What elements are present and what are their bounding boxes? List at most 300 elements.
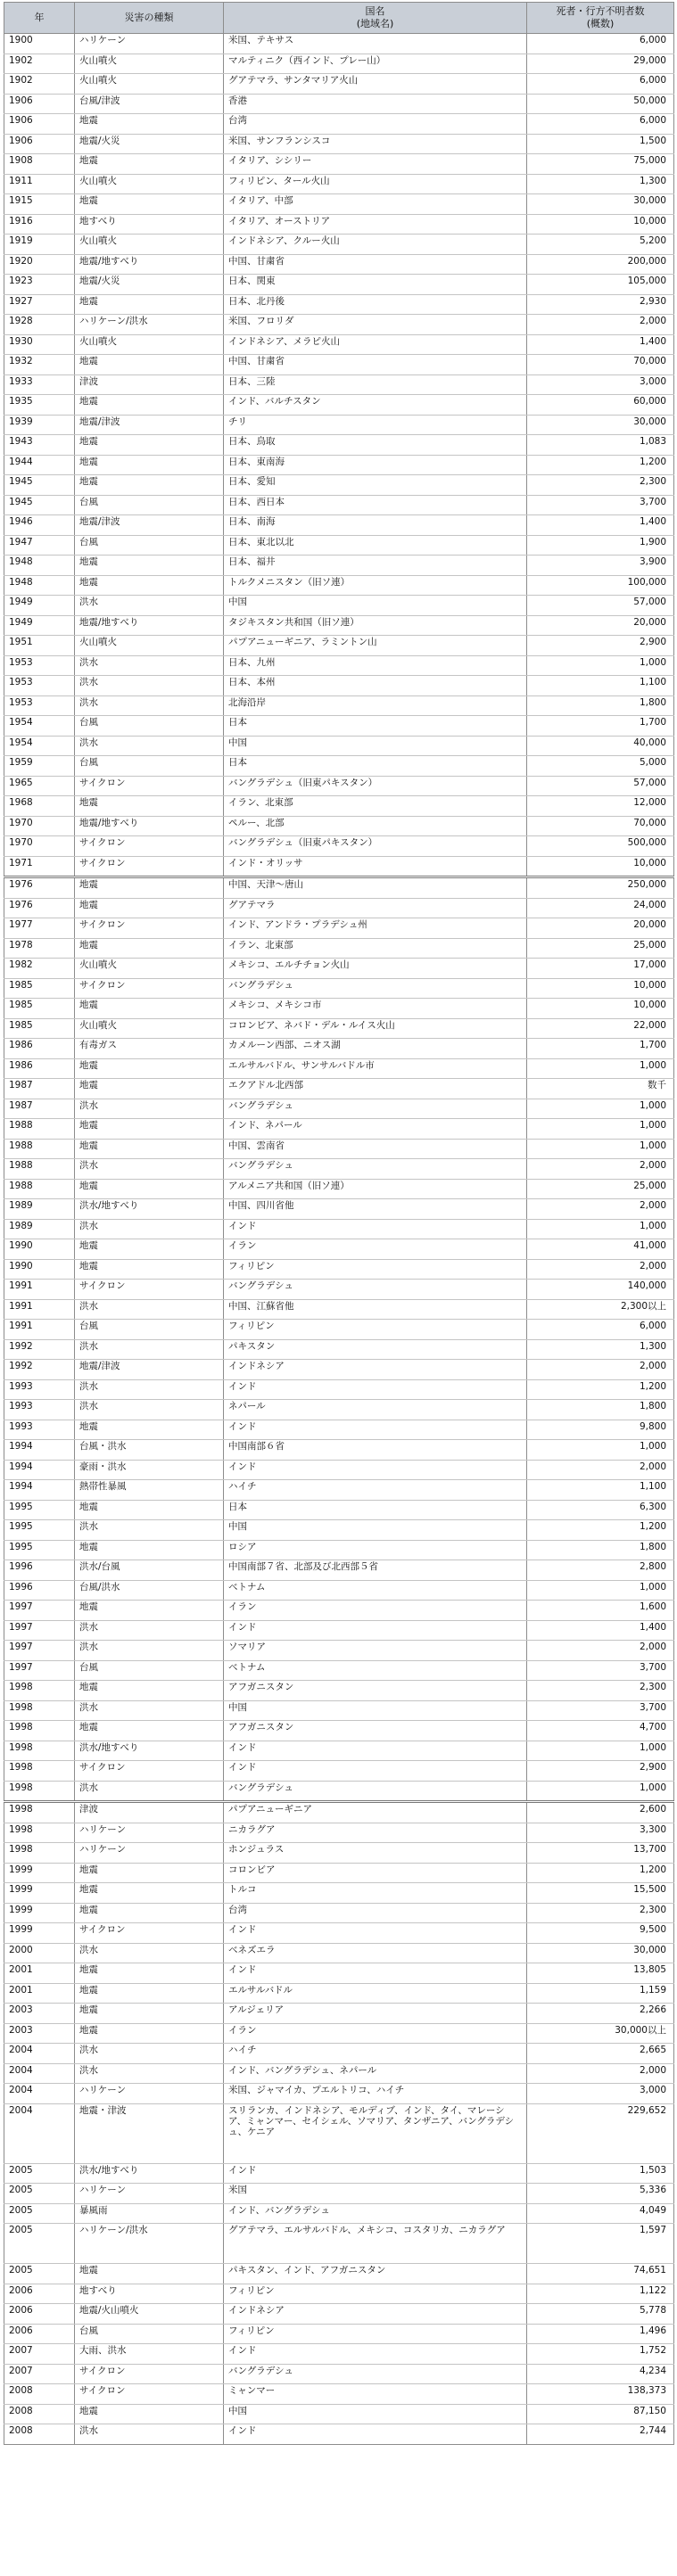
deaths-cell: 70,000 xyxy=(527,816,674,836)
table-row xyxy=(4,1963,674,1984)
table-row xyxy=(4,2224,674,2264)
country-cell: アルメニア共和国（旧ソ連） xyxy=(224,1179,527,1199)
disaster-type-cell: ハリケーン xyxy=(75,2184,224,2204)
disaster-type-cell: 洪水/地すべり xyxy=(75,1741,224,1761)
year-cell: 1919 xyxy=(4,235,75,255)
disaster-type-cell: 地震 xyxy=(75,1963,224,1984)
table-row xyxy=(4,315,674,335)
table-row xyxy=(4,716,674,737)
disaster-type-cell: 地震 xyxy=(75,1863,224,1883)
disaster-type-cell: 台風 xyxy=(75,495,224,515)
country-cell: バングラデシュ xyxy=(224,1280,527,1300)
table-row xyxy=(4,2404,674,2424)
country-cell: パキスタン、インド、アフガニスタン xyxy=(224,2264,527,2284)
country-cell: パプアニューギニア、ラミントン山 xyxy=(224,636,527,656)
year-cell: 1933 xyxy=(4,374,75,395)
deaths-cell: 500,000 xyxy=(527,836,674,857)
table-row xyxy=(4,1079,674,1099)
deaths-cell: 22,000 xyxy=(527,1018,674,1039)
table-row xyxy=(4,2063,674,2084)
year-cell: 2006 xyxy=(4,2324,75,2344)
header-country xyxy=(224,3,527,34)
table-row xyxy=(4,334,674,355)
year-cell: 1992 xyxy=(4,1339,75,1360)
table-row xyxy=(4,1943,674,1963)
deaths-cell: 2,744 xyxy=(527,2424,674,2445)
country-cell: 中国南部７省、北部及び北西部５省 xyxy=(224,1560,527,1581)
table-row xyxy=(4,2384,674,2405)
deaths-cell: 30,000 xyxy=(527,1943,674,1963)
table-row xyxy=(4,1239,674,1260)
disaster-type-cell: 地震 xyxy=(75,1420,224,1440)
deaths-cell: 6,000 xyxy=(527,1320,674,1340)
disaster-type-cell: 地震/津波 xyxy=(75,415,224,435)
deaths-cell: 250,000 xyxy=(527,877,674,899)
year-cell: 1902 xyxy=(4,53,75,74)
year-cell: 1916 xyxy=(4,214,75,235)
country-cell: インド xyxy=(224,1420,527,1440)
deaths-cell: 74,651 xyxy=(527,2264,674,2284)
disaster-type-cell: ハリケーン xyxy=(75,1823,224,1843)
deaths-cell: 1,000 xyxy=(527,655,674,676)
deaths-cell: 1,200 xyxy=(527,1863,674,1883)
disaster-type-cell: 地震 xyxy=(75,796,224,817)
country-cell: 中国、雲南省 xyxy=(224,1139,527,1159)
year-cell: 1906 xyxy=(4,114,75,135)
table-row xyxy=(4,34,674,54)
country-cell: アフガニスタン xyxy=(224,1721,527,1741)
year-cell: 1995 xyxy=(4,1500,75,1520)
disaster-type-cell: 地震 xyxy=(75,475,224,496)
disaster-type-cell: 洪水 xyxy=(75,1159,224,1180)
deaths-cell: 2,300 xyxy=(527,1903,674,1923)
deaths-cell: 2,600 xyxy=(527,1802,674,1823)
country-cell: パキスタン xyxy=(224,1339,527,1360)
year-cell: 2003 xyxy=(4,2023,75,2044)
deaths-cell: 4,700 xyxy=(527,1721,674,1741)
country-cell: バングラデシュ xyxy=(224,2364,527,2384)
deaths-cell: 105,000 xyxy=(527,275,674,295)
year-cell: 1928 xyxy=(4,315,75,335)
country-cell: エルサルバドル xyxy=(224,1983,527,2004)
deaths-cell: 1,200 xyxy=(527,455,674,475)
year-cell: 2001 xyxy=(4,1983,75,2004)
deaths-cell: 5,336 xyxy=(527,2184,674,2204)
year-cell: 1985 xyxy=(4,1018,75,1039)
disaster-type-cell: ハリケーン/洪水 xyxy=(75,315,224,335)
deaths-cell: 57,000 xyxy=(527,776,674,796)
table-row xyxy=(4,1400,674,1420)
table-row xyxy=(4,596,674,616)
deaths-cell: 6,000 xyxy=(527,74,674,95)
country-cell: 日本、東北以北 xyxy=(224,535,527,556)
disaster-type-cell: サイクロン xyxy=(75,978,224,999)
deaths-cell: 3,000 xyxy=(527,2084,674,2104)
country-cell: バングラデシュ xyxy=(224,1099,527,1119)
year-cell: 1939 xyxy=(4,415,75,435)
year-cell: 1989 xyxy=(4,1219,75,1239)
country-cell: フィリピン xyxy=(224,1320,527,1340)
header-year xyxy=(4,3,75,34)
country-cell: 日本、東南海 xyxy=(224,455,527,475)
year-cell: 2006 xyxy=(4,2304,75,2325)
table-row xyxy=(4,2304,674,2325)
year-cell: 1954 xyxy=(4,716,75,737)
table-header-row xyxy=(4,3,674,34)
deaths-cell: 3,900 xyxy=(527,556,674,576)
year-cell: 1993 xyxy=(4,1400,75,1420)
disaster-type-cell: 台風/津波 xyxy=(75,94,224,114)
table-row xyxy=(4,1903,674,1923)
deaths-cell: 2,900 xyxy=(527,636,674,656)
deaths-cell: 10,000 xyxy=(527,856,674,877)
table-row xyxy=(4,1540,674,1560)
deaths-cell: 1,083 xyxy=(527,435,674,456)
table-row xyxy=(4,1641,674,1661)
disaster-type-cell: 地震 xyxy=(75,294,224,315)
year-cell: 1954 xyxy=(4,736,75,756)
year-cell: 1998 xyxy=(4,1761,75,1782)
deaths-cell: 2,300以上 xyxy=(527,1299,674,1320)
country-cell: カメルーン西部、ニオス湖 xyxy=(224,1039,527,1059)
deaths-cell: 10,000 xyxy=(527,214,674,235)
country-cell: イラン、北東部 xyxy=(224,796,527,817)
year-cell: 1992 xyxy=(4,1360,75,1380)
table-row xyxy=(4,374,674,395)
disaster-type-cell: 洪水 xyxy=(75,1219,224,1239)
disaster-type-cell: 地すべり xyxy=(75,2284,224,2304)
disaster-type-cell: サイクロン xyxy=(75,836,224,857)
disaster-type-cell: 洪水 xyxy=(75,1299,224,1320)
year-cell: 1945 xyxy=(4,495,75,515)
year-cell: 1988 xyxy=(4,1139,75,1159)
table-row xyxy=(4,2184,674,2204)
year-cell: 1915 xyxy=(4,194,75,215)
year-cell: 1998 xyxy=(4,1802,75,1823)
table-row xyxy=(4,435,674,456)
country-cell: ハイチ xyxy=(224,1480,527,1501)
disaster-type-cell: 洪水 xyxy=(75,1943,224,1963)
table-row xyxy=(4,1280,674,1300)
country-cell: 日本、愛知 xyxy=(224,475,527,496)
disaster-type-cell: 台風 xyxy=(75,1320,224,1340)
disaster-type-cell: 洪水 xyxy=(75,676,224,696)
deaths-cell: 3,700 xyxy=(527,495,674,515)
deaths-cell: 2,300 xyxy=(527,1681,674,1701)
year-cell: 2004 xyxy=(4,2103,75,2163)
country-cell: 中国 xyxy=(224,1700,527,1721)
year-cell: 1946 xyxy=(4,515,75,536)
table-row xyxy=(4,999,674,1019)
year-cell: 1977 xyxy=(4,918,75,939)
deaths-cell: 1,000 xyxy=(527,1058,674,1079)
country-cell: 台湾 xyxy=(224,114,527,135)
disaster-type-cell: 台風・洪水 xyxy=(75,1440,224,1461)
disaster-type-cell: 地震 xyxy=(75,2023,224,2044)
deaths-cell: 6,300 xyxy=(527,1500,674,1520)
table-row xyxy=(4,1560,674,1581)
deaths-cell: 10,000 xyxy=(527,999,674,1019)
table-row xyxy=(4,796,674,817)
deaths-cell: 2,000 xyxy=(527,1460,674,1480)
country-cell: インド、ネパール xyxy=(224,1119,527,1140)
disaster-type-cell: 地震 xyxy=(75,114,224,135)
table-row xyxy=(4,1199,674,1220)
country-cell: ベトナム xyxy=(224,1660,527,1681)
table-row xyxy=(4,294,674,315)
year-cell: 1991 xyxy=(4,1280,75,1300)
country-cell: インド xyxy=(224,1620,527,1641)
table-row xyxy=(4,174,674,194)
country-cell: 日本 xyxy=(224,1500,527,1520)
year-cell: 1989 xyxy=(4,1199,75,1220)
disaster-type-cell: 地震 xyxy=(75,1500,224,1520)
header-country-label: 国名 xyxy=(365,5,385,17)
table-row xyxy=(4,655,674,676)
disaster-type-cell: 洪水 xyxy=(75,1099,224,1119)
year-cell: 1998 xyxy=(4,1681,75,1701)
year-cell: 1993 xyxy=(4,1420,75,1440)
disaster-type-cell: 地震 xyxy=(75,1540,224,1560)
deaths-cell: 1,200 xyxy=(527,1379,674,1400)
deaths-cell: 1,000 xyxy=(527,1580,674,1601)
deaths-cell: 30,000以上 xyxy=(527,2023,674,2044)
year-cell: 2001 xyxy=(4,1963,75,1984)
year-cell: 1997 xyxy=(4,1601,75,1621)
table-row xyxy=(4,918,674,939)
year-cell: 1998 xyxy=(4,1741,75,1761)
country-cell: アフガニスタン xyxy=(224,1681,527,1701)
table-row xyxy=(4,1983,674,2004)
deaths-cell: 12,000 xyxy=(527,796,674,817)
disaster-type-cell: 地震 xyxy=(75,1079,224,1099)
table-row xyxy=(4,1620,674,1641)
disaster-type-cell: 台風 xyxy=(75,756,224,777)
deaths-cell: 2,000 xyxy=(527,315,674,335)
table-row xyxy=(4,2103,674,2163)
disaster-type-cell: サイクロン xyxy=(75,856,224,877)
country-cell: マルティニク（西インド、プレー山） xyxy=(224,53,527,74)
table-row xyxy=(4,816,674,836)
deaths-cell: 1,000 xyxy=(527,1781,674,1802)
country-cell: フィリピン xyxy=(224,1259,527,1280)
country-cell: バングラデシュ xyxy=(224,978,527,999)
country-cell: 日本 xyxy=(224,716,527,737)
table-row xyxy=(4,1139,674,1159)
year-cell: 1993 xyxy=(4,1379,75,1400)
year-cell: 2008 xyxy=(4,2424,75,2445)
deaths-cell: 1,600 xyxy=(527,1601,674,1621)
year-cell: 2000 xyxy=(4,1943,75,1963)
table-row xyxy=(4,615,674,636)
deaths-cell: 1,000 xyxy=(527,1219,674,1239)
table-row xyxy=(4,2424,674,2445)
table-body xyxy=(4,34,674,2445)
deaths-cell: 41,000 xyxy=(527,1239,674,1260)
disaster-type-cell: 地震 xyxy=(75,1239,224,1260)
deaths-cell: 1,400 xyxy=(527,1620,674,1641)
country-cell: インド xyxy=(224,1741,527,1761)
deaths-cell: 2,000 xyxy=(527,1360,674,1380)
disaster-type-cell: サイクロン xyxy=(75,776,224,796)
year-cell: 1968 xyxy=(4,796,75,817)
disaster-type-cell: 火山噴火 xyxy=(75,959,224,979)
disaster-type-cell: ハリケーン/洪水 xyxy=(75,2224,224,2264)
disaster-type-cell: 地震 xyxy=(75,435,224,456)
deaths-cell: 9,800 xyxy=(527,1420,674,1440)
year-cell: 1997 xyxy=(4,1660,75,1681)
table-row xyxy=(4,214,674,235)
year-cell: 1908 xyxy=(4,154,75,175)
disaster-type-cell: 地震・津波 xyxy=(75,2103,224,2163)
country-cell: 中国 xyxy=(224,736,527,756)
disaster-type-cell: サイクロン xyxy=(75,918,224,939)
country-cell: イラン xyxy=(224,2023,527,2044)
table-row xyxy=(4,74,674,95)
country-cell: インド xyxy=(224,1761,527,1782)
country-cell: イタリア、シシリー xyxy=(224,154,527,175)
table-row xyxy=(4,275,674,295)
deaths-cell: 50,000 xyxy=(527,94,674,114)
year-cell: 1911 xyxy=(4,174,75,194)
deaths-cell: 57,000 xyxy=(527,596,674,616)
year-cell: 1987 xyxy=(4,1099,75,1119)
disaster-type-cell: 地震/火災 xyxy=(75,134,224,154)
deaths-cell: 10,000 xyxy=(527,978,674,999)
country-cell: グアテマラ、エルサルバドル、メキシコ、コスタリカ、ニカラグア xyxy=(224,2224,527,2264)
table-row xyxy=(4,1923,674,1944)
year-cell: 1999 xyxy=(4,1863,75,1883)
deaths-cell: 1,000 xyxy=(527,1440,674,1461)
country-cell: インド、バルチスタン xyxy=(224,395,527,416)
country-cell: メキシコ、メキシコ市 xyxy=(224,999,527,1019)
table-row xyxy=(4,1259,674,1280)
disaster-type-cell: 地震/津波 xyxy=(75,515,224,536)
disaster-type-cell: 地震 xyxy=(75,194,224,215)
table-row xyxy=(4,154,674,175)
country-cell: トルコ xyxy=(224,1883,527,1904)
disaster-type-cell: 地震/火災 xyxy=(75,275,224,295)
disaster-type-cell: 洪水 xyxy=(75,1400,224,1420)
table-row xyxy=(4,1500,674,1520)
table-row xyxy=(4,2344,674,2365)
table-row xyxy=(4,2084,674,2104)
table-row xyxy=(4,1159,674,1180)
table-row xyxy=(4,1039,674,1059)
disaster-type-cell: 台風 xyxy=(75,1660,224,1681)
deaths-cell: 2,000 xyxy=(527,1199,674,1220)
deaths-cell: 4,234 xyxy=(527,2364,674,2384)
country-cell: イラン xyxy=(224,1601,527,1621)
disaster-type-cell: 地震 xyxy=(75,1601,224,1621)
country-cell: 香港 xyxy=(224,94,527,114)
table-row xyxy=(4,1480,674,1501)
year-cell: 1949 xyxy=(4,596,75,616)
table-row xyxy=(4,1700,674,1721)
year-cell: 1978 xyxy=(4,938,75,959)
table-row xyxy=(4,1580,674,1601)
year-cell: 1943 xyxy=(4,435,75,456)
table-row xyxy=(4,2023,674,2044)
country-cell: インド、バングラデシュ xyxy=(224,2203,527,2224)
deaths-cell: 24,000 xyxy=(527,898,674,918)
table-row xyxy=(4,1460,674,1480)
deaths-cell: 13,700 xyxy=(527,1843,674,1864)
disaster-type-cell: 地震/地すべり xyxy=(75,615,224,636)
deaths-cell: 20,000 xyxy=(527,615,674,636)
disaster-type-cell: 洪水 xyxy=(75,1339,224,1360)
header-deaths-sublabel: (概数) xyxy=(586,18,615,29)
table-row xyxy=(4,938,674,959)
disaster-type-cell: 地震 xyxy=(75,2004,224,2024)
disaster-type-cell: 洪水/地すべり xyxy=(75,2163,224,2184)
deaths-cell: 2,930 xyxy=(527,294,674,315)
disaster-type-cell: 地震 xyxy=(75,898,224,918)
table-row xyxy=(4,355,674,375)
country-cell: 中国、天津～唐山 xyxy=(224,877,527,899)
disaster-type-cell: ハリケーン xyxy=(75,34,224,54)
year-cell: 2005 xyxy=(4,2163,75,2184)
deaths-cell: 1,800 xyxy=(527,1540,674,1560)
deaths-cell: 1,300 xyxy=(527,174,674,194)
year-cell: 1959 xyxy=(4,756,75,777)
deaths-cell: 40,000 xyxy=(527,736,674,756)
header-type-label: 災害の種類 xyxy=(124,12,174,23)
year-cell: 1947 xyxy=(4,535,75,556)
country-cell: アルジェリア xyxy=(224,2004,527,2024)
country-cell: 日本 xyxy=(224,756,527,777)
deaths-cell: 2,800 xyxy=(527,1560,674,1581)
year-cell: 1906 xyxy=(4,94,75,114)
deaths-cell: 1,500 xyxy=(527,134,674,154)
disaster-table xyxy=(4,2,674,2445)
disaster-type-cell: サイクロン xyxy=(75,2384,224,2405)
country-cell: エルサルバドル、サンサルバドル市 xyxy=(224,1058,527,1079)
disaster-type-cell: 洪水 xyxy=(75,1641,224,1661)
table-row xyxy=(4,1761,674,1782)
country-cell: チリ xyxy=(224,415,527,435)
table-row xyxy=(4,2203,674,2224)
table-row xyxy=(4,1420,674,1440)
disaster-type-cell: 地震 xyxy=(75,1721,224,1741)
disaster-type-cell: 洪水 xyxy=(75,1620,224,1641)
country-cell: インドネシア、クルー火山 xyxy=(224,235,527,255)
country-cell: 中国、甘粛省 xyxy=(224,254,527,275)
disaster-type-cell: 洪水 xyxy=(75,695,224,716)
deaths-cell: 6,000 xyxy=(527,114,674,135)
country-cell: ネパール xyxy=(224,1400,527,1420)
country-cell: 米国、テキサス xyxy=(224,34,527,54)
country-cell: インドネシア xyxy=(224,1360,527,1380)
country-cell: 中国、四川省他 xyxy=(224,1199,527,1220)
disaster-type-cell: 地震 xyxy=(75,556,224,576)
disaster-type-cell: 地震/地すべり xyxy=(75,254,224,275)
header-deaths-label: 死者・行方不明者数 xyxy=(556,5,645,17)
disaster-type-cell: 台風 xyxy=(75,716,224,737)
table-row xyxy=(4,114,674,135)
deaths-cell: 5,778 xyxy=(527,2304,674,2325)
year-cell: 2006 xyxy=(4,2284,75,2304)
country-cell: インド xyxy=(224,1963,527,1984)
disaster-type-cell: 洪水 xyxy=(75,1520,224,1541)
table-row xyxy=(4,2364,674,2384)
deaths-cell: 1,100 xyxy=(527,1480,674,1501)
disaster-type-cell: 地震 xyxy=(75,2404,224,2424)
table-row xyxy=(4,1843,674,1864)
deaths-cell: 1,000 xyxy=(527,1099,674,1119)
deaths-cell: 2,000 xyxy=(527,1259,674,1280)
table-row xyxy=(4,898,674,918)
